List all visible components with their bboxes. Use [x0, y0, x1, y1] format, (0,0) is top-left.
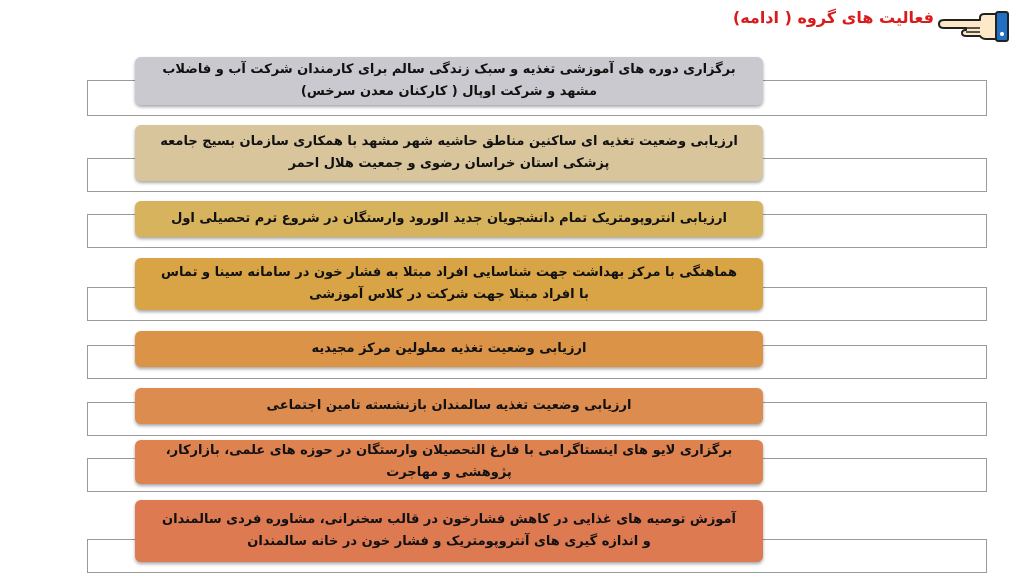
activity-box [135, 388, 763, 424]
activity-text: ارزیابی انتروپومتریک تمام دانشجویان جدید الورود وارستگان در شروع ترم تحصیلی اول [171, 211, 727, 226]
activity-box [135, 440, 763, 484]
page-title: فعالیت های گروه ( ادامه) [732, 8, 934, 27]
activity-text: آموزش توصیه های غذایی در کاهش فشارخون در قالب سخنرانی، مشاوره فردی سالمندان و اندازه گیری های آنتروپومتریک و فشار خون در خانه سالمندان [162, 512, 736, 549]
activity-box [135, 331, 763, 367]
activity-text: هماهنگی با مرکز بهداشت جهت شناسایی افراد مبتلا به فشار خون در سامانه سینا و تماس با افراد مبتلا جهت شرکت در کلاس آموزشی [161, 265, 737, 302]
activity-box [135, 125, 763, 181]
pointing-hand-icon [936, 8, 1010, 42]
activity-text: ارزیابی وضعیت تغذیه سالمندان بازنشسته تامین اجتماعی [266, 398, 632, 413]
activity-box [135, 500, 763, 562]
activity-box [135, 258, 763, 310]
activity-box [135, 57, 763, 105]
activity-text: ارزیابی وضعیت تغذیه ای ساکنین مناطق حاشیه شهر مشهد با همکاری سازمان بسیج جامعه پزشکی استان خراسان رضوی و جمعیت هلال احمر [160, 134, 738, 171]
activity-box [135, 201, 763, 237]
activity-text: ارزیابی وضعیت تغذیه معلولین مرکز مجیدیه [311, 341, 587, 356]
activity-text: برگزاری لایو های اینستاگرامی با فارغ التحصیلان وارستگان در حوزه های علمی، بازارکار، پژوهشی و مهاجرت [165, 443, 733, 480]
activity-text: برگزاری دوره های آموزشی تغذیه و سبک زندگی سالم برای کارمندان شرکت آب و فاضلاب مشهد و شرکت اوپال ( کارکنان معدن سرخس) [162, 62, 736, 99]
